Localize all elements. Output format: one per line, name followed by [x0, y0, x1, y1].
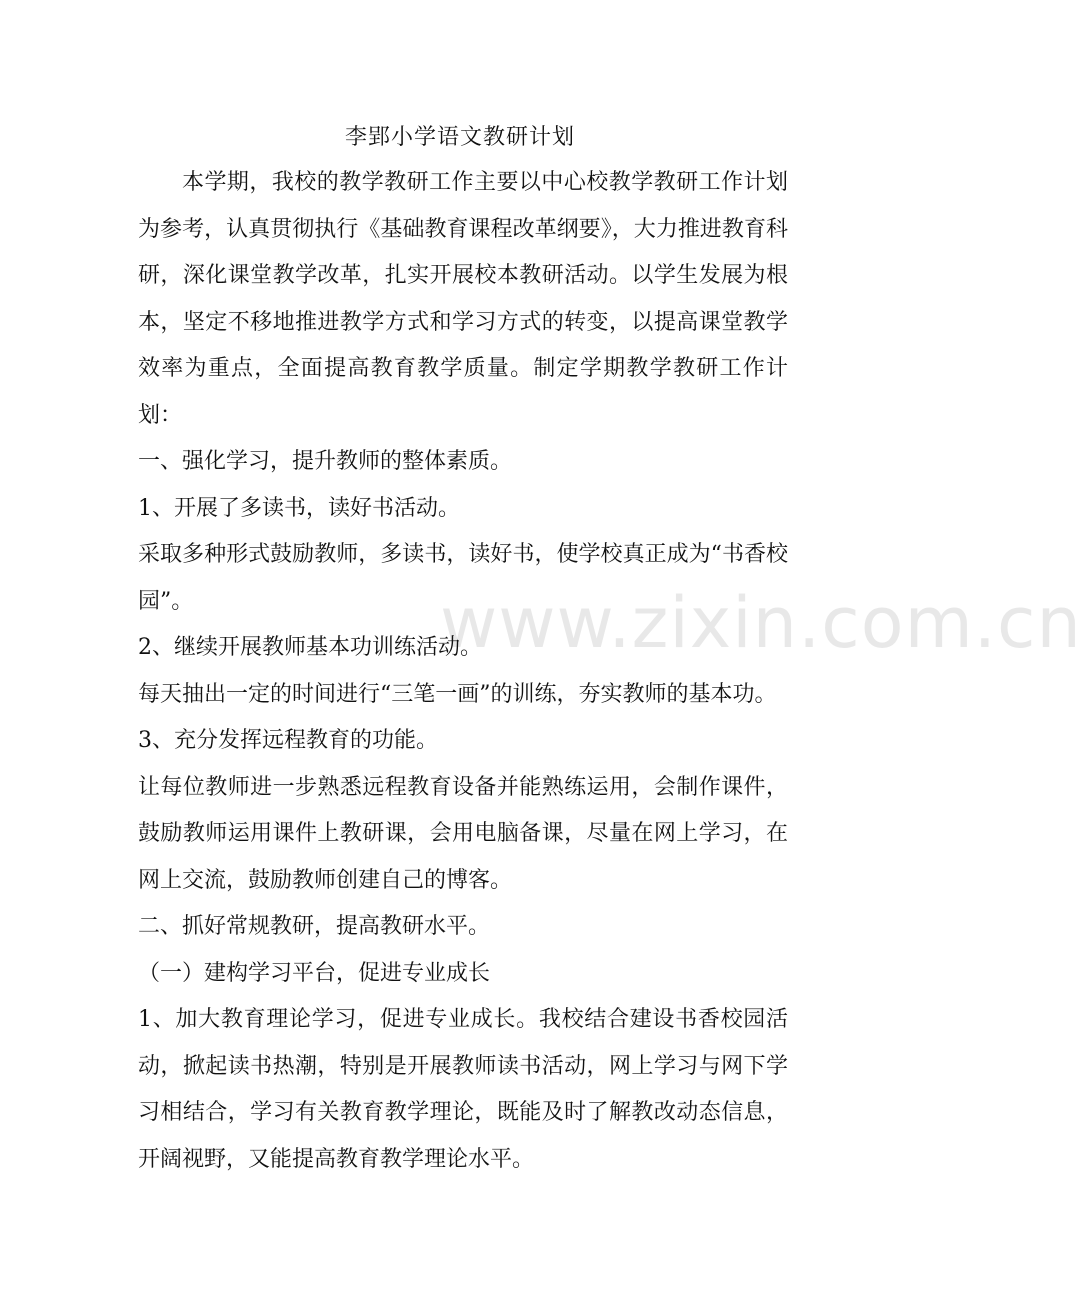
item-heading-1-1: 1、开展了多读书，读好书活动。 — [138, 495, 460, 521]
subsection-heading-2-1: （一）建构学习平台，促进专业成长 — [138, 960, 491, 986]
watermark-text: www.zixin.com.cn — [440, 582, 1082, 664]
item-body-1-3: 让每位教师进一步熟悉远程教育设备并能熟练运用，会制作课件，鼓励教师运用课件上教研课，会用电脑备课，尽量在网上学习，在网上交流，鼓励教师创建自己的博客。 — [138, 774, 788, 893]
item-heading-1-2: 2、继续开展教师基本功训练活动。 — [138, 635, 482, 660]
item-heading-1-3: 3、充分发挥远程教育的功能。 — [138, 728, 438, 753]
item-body-1-2: 每天抽出一定的时间进行“三笔一画”的训练，夯实教师的基本功。 — [138, 681, 777, 707]
section-heading-1: 一、强化学习，提升教师的整体素质。 — [138, 449, 513, 474]
item-body-2-1-1: 1、加大教育理论学习，促进专业成长。我校结合建设书香校园活动，掀起读书热潮，特别是开展教师读书活动，网上学习与网下学习相结合，学习有关教育教学理论，既能及时了解教改动态信息，开阔视野，又能提高教育教学理论水平。 — [138, 1007, 788, 1172]
intro-paragraph: 本学期，我校的教学教研工作主要以中心校教学教研工作计划为参考，认真贯彻执行《基础教育课程改革纲要》，大力推进教育科研，深化课堂教学改革，扎实开展校本教研活动。以学生发展为根本，坚定不移地推进教学方式和学习方式的转变，以提高课堂教学效率为重点，全面提高教育教学质量。制定学期教学教研工作计划： — [138, 170, 788, 428]
document-body — [138, 160, 788, 1183]
section-heading-2: 二、抓好常规教研，提高教研水平。 — [138, 914, 491, 939]
document-title: 李郢小学语文教研计划 — [344, 125, 575, 150]
item-body-1-1: 采取多种形式鼓励教师，多读书，读好书，使学校真正成为“书香校园”。 — [138, 542, 788, 614]
